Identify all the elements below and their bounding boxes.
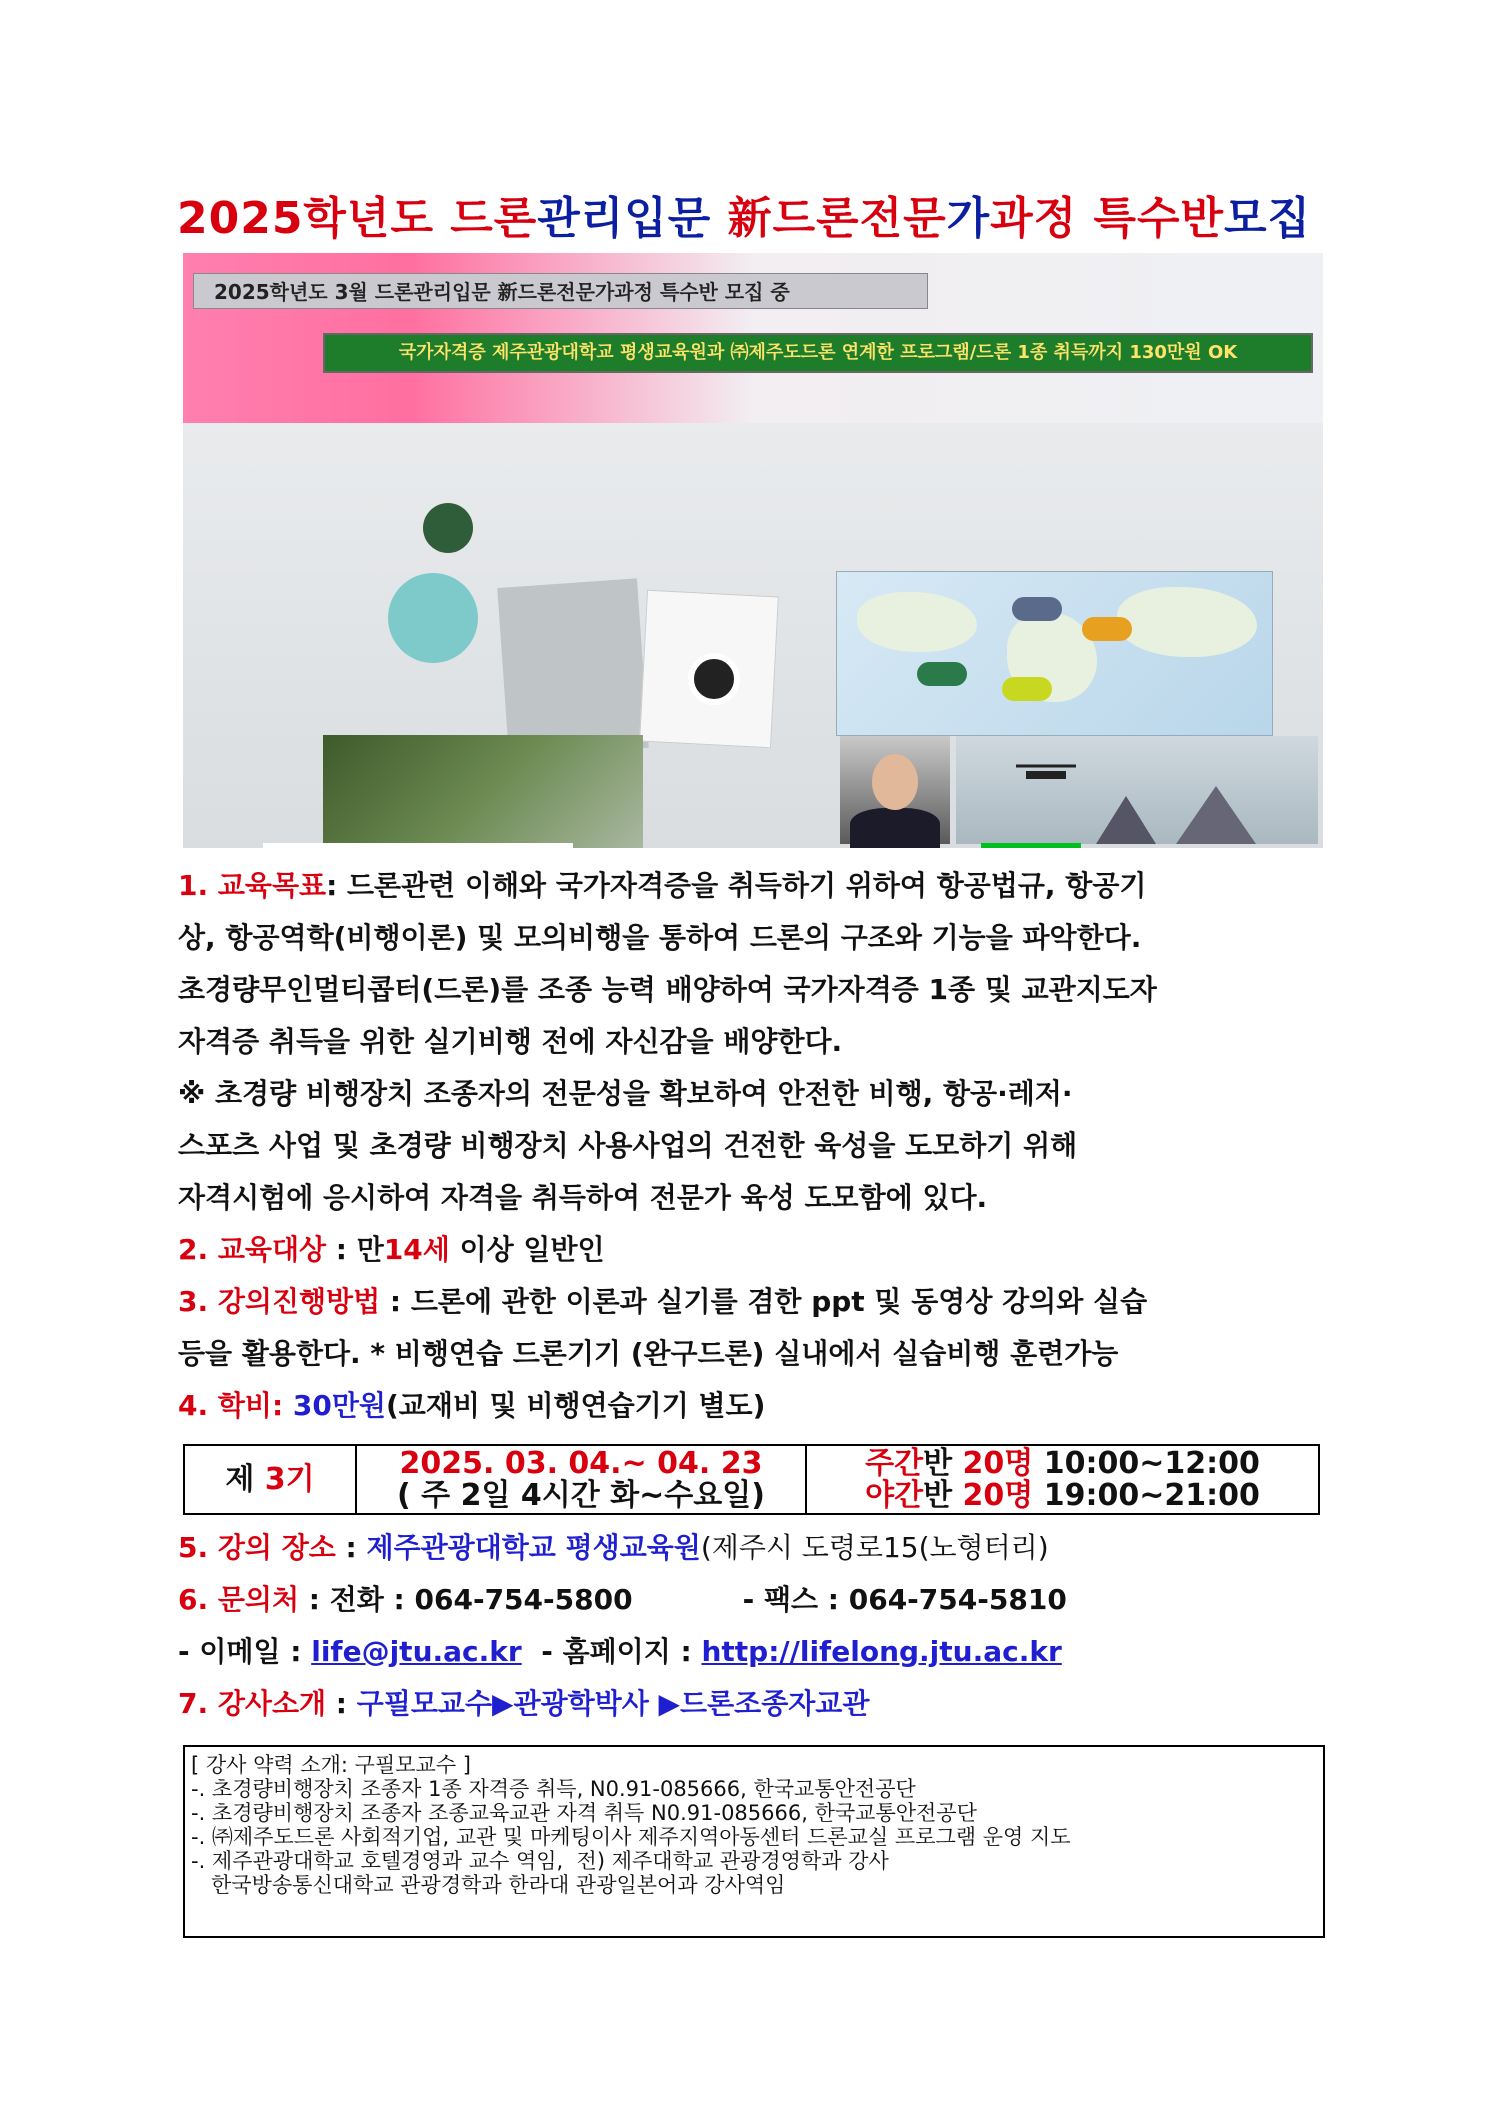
lamp-image bbox=[388, 573, 478, 663]
banner-subheadline: 국가자격증 제주관광대학교 평생교육원과 ㈜제주도드론 연계한 프로그램/드론 1종 취득까지 130만원 OK bbox=[323, 333, 1313, 373]
email-link[interactable]: life@jtu.ac.kr bbox=[311, 1635, 522, 1668]
banner-headline: 2025학년도 3월 드론관리입문 新드론전문가과정 특수반 모집 중 bbox=[193, 273, 928, 309]
jtu-logo bbox=[263, 843, 573, 848]
green-block bbox=[981, 843, 1081, 848]
career-item: -. 초경량비행장치 조종자 1종 자격증 취득, N0.91-085666, 한국교통안전공단 bbox=[191, 1777, 916, 1801]
section-6-contact: 6. 문의처 : 전화 : 064-754-5800 - 팩스 : 064-754-5810 - 이메일 : life@jtu.ac.kr - 홈페이지 : http://lifelong.jtu.ac.kr bbox=[178, 1583, 1067, 1668]
flying-car-icon bbox=[917, 662, 967, 686]
section-5-location: 5. 강의 장소 : 제주관광대학교 평생교육원(제주시 도령로15(노형터리) bbox=[178, 1531, 1049, 1564]
section-2-target: 2. 교육대상 : 만14세 이상 일반인 bbox=[178, 1233, 605, 1266]
dates-cell: 2025. 03. 04.~ 04. 23 ( 주 2일 4시간 화~수요일) bbox=[357, 1446, 807, 1513]
section-3-method: 3. 강의진행방법 : 드론에 관한 이론과 실기를 겸한 ppt 및 동영상 강의와 실습 등을 활용한다. * 비행연습 드론기기 (완구드론) 실내에서 실습비행 훈련가능 bbox=[178, 1285, 1148, 1370]
term-cell: 제 3기 bbox=[185, 1446, 357, 1513]
drone-spraying-photo bbox=[323, 735, 643, 848]
section-1-goals: 1. 교육목표: 드론관련 이해와 국가자격증을 취득하기 위하여 항공법규, 항공기 상, 항공역학(비행이론) 및 모의비행을 통하여 드론의 구조와 기능을 파악한다. 초경량무인멀티콥터(드론)를 조종 능력 배양하여 국가자격증 1종 및 교관지도자 자격증 취득을 위한 실기비행 전에 자신감을 배양한다. ※ 초경량 비행장치 조종자의 전문성을 확보하여 안전한 비행, 항공·레저· 스포츠 사업 및 초경량 비행장치 사용사업의 건전한 육성을 도모하기 위해 자격시험에 응시하여 자격을 취득하여 전문가 육성 도모함에 있다. bbox=[178, 869, 1157, 1214]
drone-icon bbox=[956, 736, 1318, 844]
world-map-image bbox=[836, 571, 1273, 736]
notebook-image bbox=[497, 578, 649, 757]
schedule-table bbox=[183, 1444, 1320, 1515]
drone-sky-photo bbox=[956, 736, 1318, 844]
promo-banner bbox=[183, 253, 1323, 848]
career-item: -. 제주관광대학교 호텔경영과 교수 역임, 전) 제주대학교 관광경영학과 강사 bbox=[191, 1849, 889, 1873]
flying-car-icon bbox=[1012, 597, 1062, 621]
instructor-career-box: [ 강사 약력 소개: 구필모교수 ] -. 초경량비행장치 조종자 1종 자격증 취득, N0.91-085666, 한국교통안전공단 -. 초경량비행장치 조종자 조종교육교관 자격 취득 N0.91-085666, 한국교통안전공단 -. ㈜제주도드론 사회적기업, 교관 및 마케팅이사 제주지역아동센터 드론교실 프로그램 운영 지도 -. 제주관광대학교 호텔경영과 교수 역임, 전) 제주대학교 관광경영학과 강사 한국방송통신대학교 관광경학과 한라대 관광일본어과 강사역임 bbox=[183, 1745, 1325, 1938]
flying-car-icon bbox=[1002, 677, 1052, 701]
section-4-tuition: 4. 학비: 30만원(교재비 및 비행연습기기 별도) bbox=[178, 1389, 766, 1422]
instructor-portrait bbox=[840, 736, 950, 844]
desk-background bbox=[183, 423, 1323, 848]
plant-image bbox=[423, 503, 473, 553]
page-title: 2025학년도 드론관리입문 新드론전문가과정 특수반모집 bbox=[176, 193, 1312, 244]
career-item: -. ㈜제주도드론 사회적기업, 교관 및 마케팅이사 제주지역아동센터 드론교실 프로그램 운영 지도 bbox=[191, 1825, 1071, 1849]
coffee-cup-image bbox=[688, 653, 740, 705]
homepage-link[interactable]: http://lifelong.jtu.ac.kr bbox=[701, 1635, 1062, 1668]
career-list bbox=[191, 1777, 1317, 1897]
section-7-instructor: 7. 강사소개 : 구필모교수▶관광학박사 ▶드론조종자교관 bbox=[178, 1687, 870, 1720]
career-item: -. 초경량비행장치 조종자 조종교육교관 자격 취득 N0.91-085666, 한국교통안전공단 bbox=[191, 1801, 977, 1825]
class-times-cell: 주간반 20명 10:00~12:00 야간반 20명 19:00~21:00 bbox=[865, 1446, 1260, 1513]
flying-car-icon bbox=[1082, 617, 1132, 641]
career-item: 한국방송통신대학교 관광경학과 한라대 관광일본어과 강사역임 bbox=[191, 1873, 786, 1897]
